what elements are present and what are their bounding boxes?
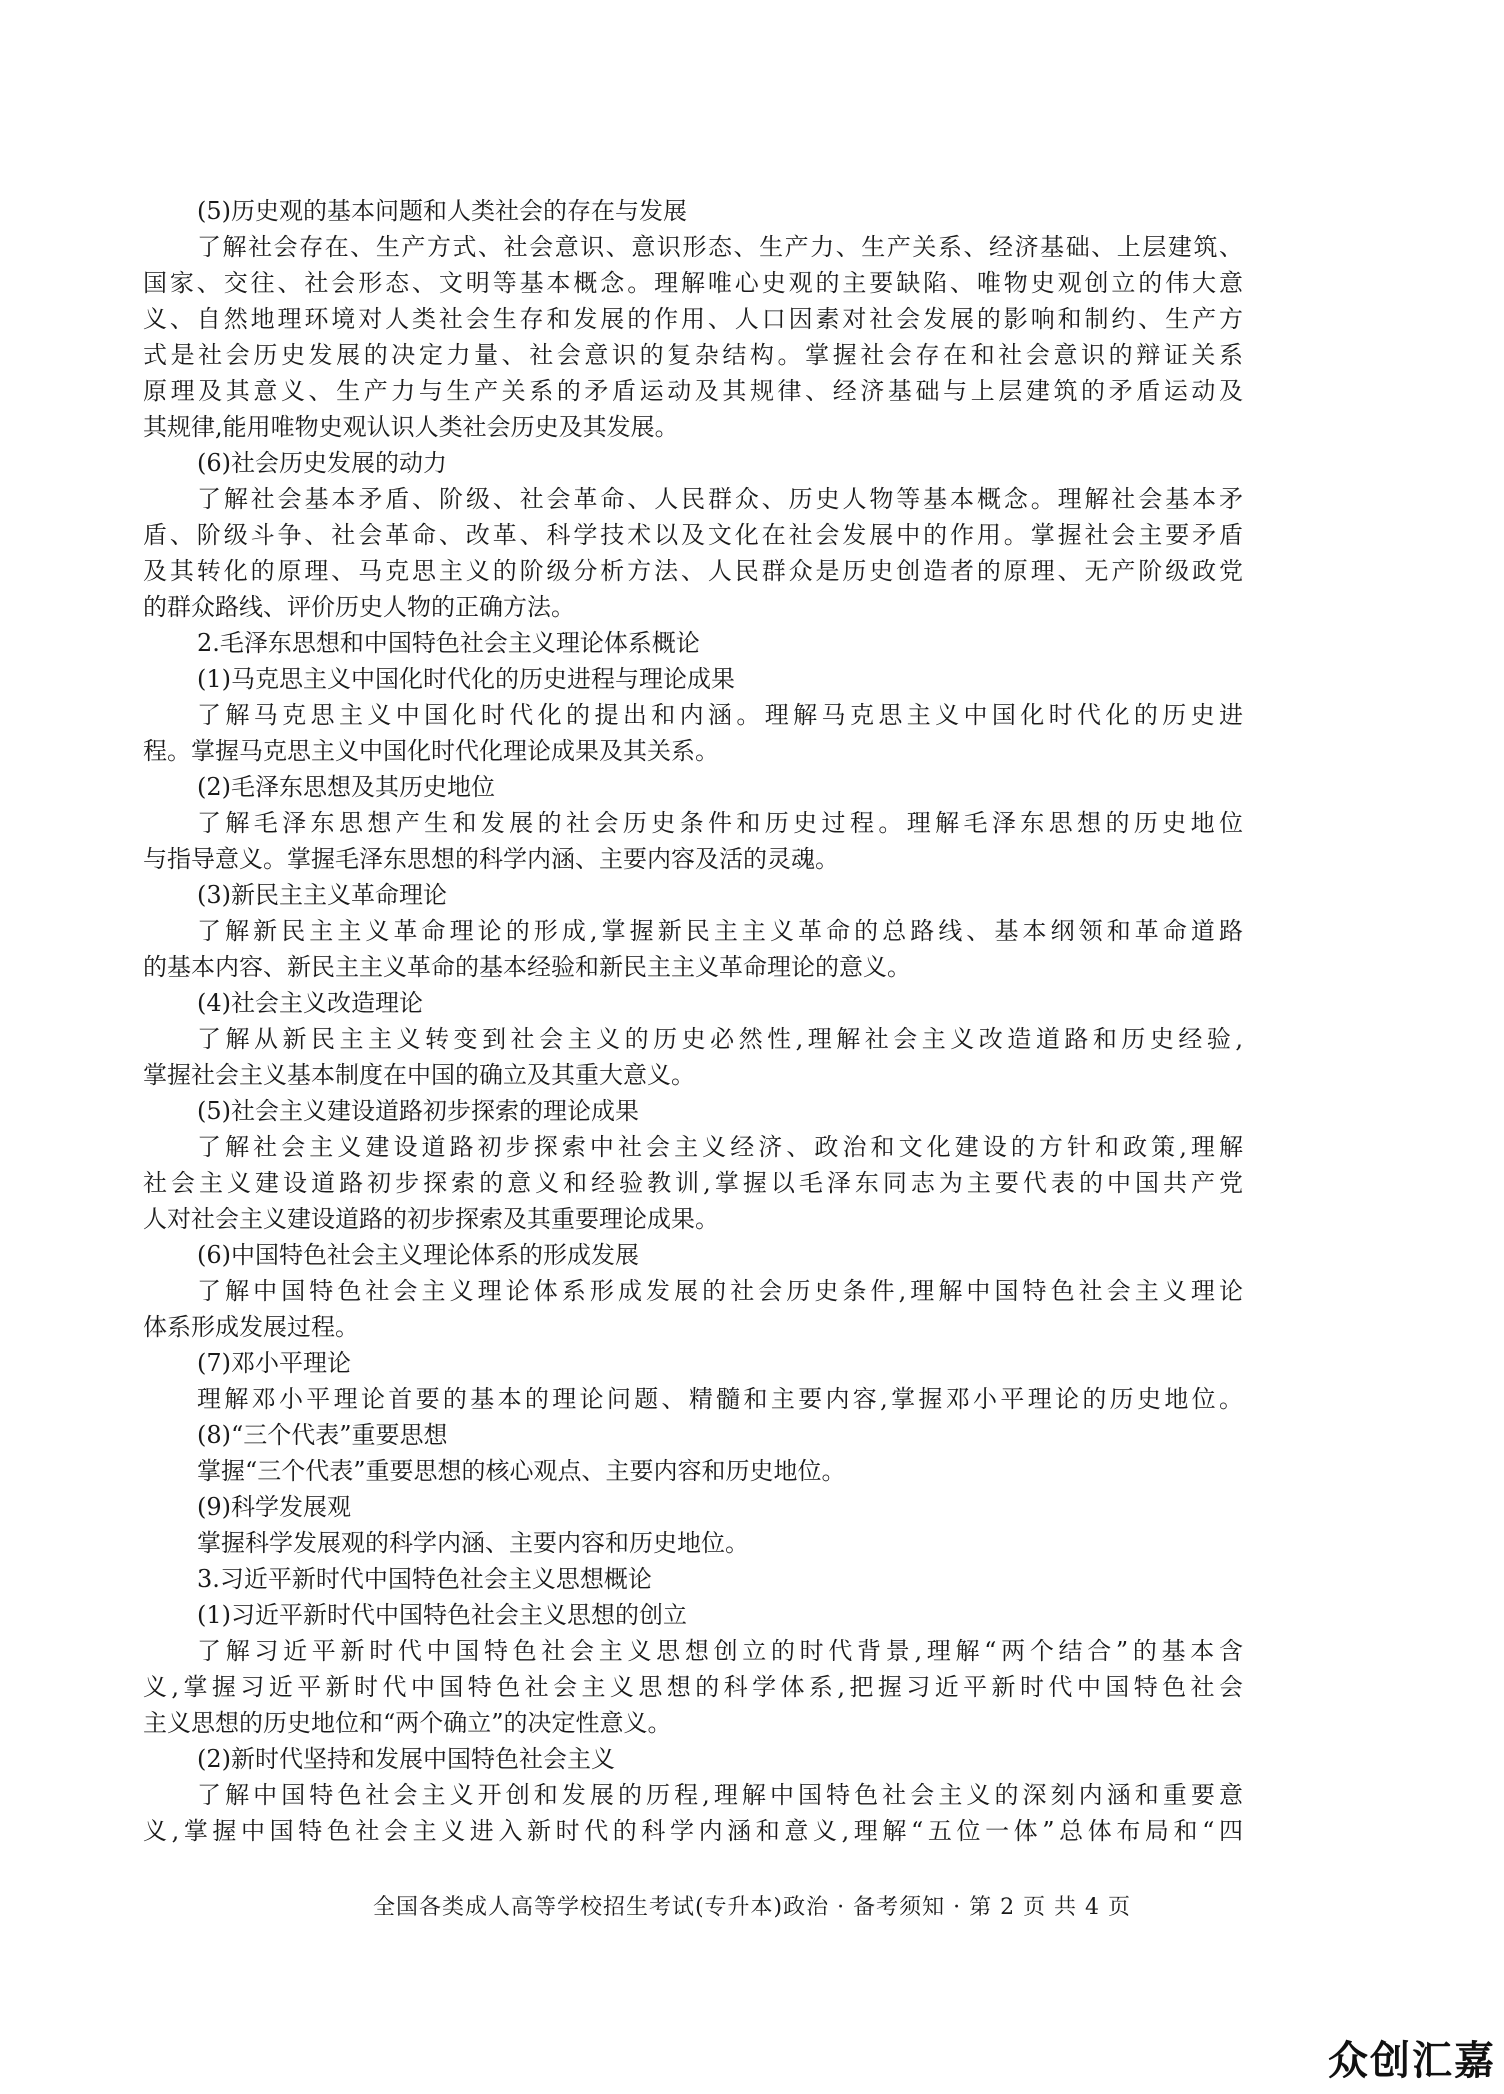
paragraph-line: 了解中国特色社会主义理论体系形成发展的社会历史条件,理解中国特色社会主义理论 xyxy=(197,1277,1243,1305)
paragraph-line: 国家、交往、社会形态、文明等基本概念。理解唯心史观的主要缺陷、唯物史观创立的伟大意 xyxy=(143,269,1243,297)
section-heading: (3)新民主主义革命理论 xyxy=(197,881,447,909)
paragraph-line: 了解马克思主义中国化时代化的提出和内涵。理解马克思主义中国化时代化的历史进 xyxy=(197,701,1243,729)
page-footer: 全国各类成人高等学校招生考试(专升本)政治 · 备考须知 · 第 2 页 共 4 页 xyxy=(372,1895,1132,1920)
paragraph-line: 及其转化的原理、马克思主义的阶级分析方法、人民群众是历史创造者的原理、无产阶级政党 xyxy=(143,557,1243,585)
section-heading: 2.毛泽东思想和中国特色社会主义理论体系概论 xyxy=(197,629,700,657)
paragraph-line: 盾、阶级斗争、社会革命、改革、科学技术以及文化在社会发展中的作用。掌握社会主要矛盾 xyxy=(143,521,1243,549)
section-heading: (1)习近平新时代中国特色社会主义思想的创立 xyxy=(197,1601,687,1629)
paragraph-line: 了解从新民主主义转变到社会主义的历史必然性,理解社会主义改造道路和历史经验, xyxy=(197,1025,1243,1053)
paragraph-line: 了解社会基本矛盾、阶级、社会革命、人民群众、历史人物等基本概念。理解社会基本矛 xyxy=(197,485,1243,513)
paragraph-line: 义、自然地理环境对人类社会生存和发展的作用、人口因素对社会发展的影响和制约、生产方 xyxy=(143,305,1243,333)
section-heading: (6)中国特色社会主义理论体系的形成发展 xyxy=(197,1241,639,1269)
paragraph-line: 了解中国特色社会主义开创和发展的历程,理解中国特色社会主义的深刻内涵和重要意 xyxy=(197,1781,1243,1809)
paragraph-line: 义,掌握中国特色社会主义进入新时代的科学内涵和意义,理解“五位一体”总体布局和“四 xyxy=(143,1817,1243,1845)
paragraph-line: 社会主义建设道路初步探索的意义和经验教训,掌握以毛泽东同志为主要代表的中国共产党 xyxy=(143,1169,1243,1197)
section-heading: (2)毛泽东思想及其历史地位 xyxy=(197,773,495,801)
paragraph-line: 了解社会存在、生产方式、社会意识、意识形态、生产力、生产关系、经济基础、上层建筑、 xyxy=(197,233,1243,261)
section-heading: 3.习近平新时代中国特色社会主义思想概论 xyxy=(197,1565,652,1593)
paragraph-line: 人对社会主义建设道路的初步探索及其重要理论成果。 xyxy=(143,1205,719,1233)
section-heading: (9)科学发展观 xyxy=(197,1493,351,1521)
paragraph-line: 了解新民主主义革命理论的形成,掌握新民主主义革命的总路线、基本纲领和革命道路 xyxy=(197,917,1243,945)
section-heading: (1)马克思主义中国化时代化的历史进程与理论成果 xyxy=(197,665,735,693)
paragraph-line: 掌握社会主义基本制度在中国的确立及其重大意义。 xyxy=(143,1061,695,1089)
paragraph-line: 的群众路线、评价历史人物的正确方法。 xyxy=(143,593,575,621)
section-heading: (4)社会主义改造理论 xyxy=(197,989,423,1017)
paragraph-line: 主义思想的历史地位和“两个确立”的决定性意义。 xyxy=(143,1709,672,1737)
paragraph-line: 与指导意义。掌握毛泽东思想的科学内涵、主要内容及活的灵魂。 xyxy=(143,845,839,873)
paragraph-line: 式是社会历史发展的决定力量、社会意识的复杂结构。掌握社会存在和社会意识的辩证关系 xyxy=(143,341,1243,369)
section-heading: (8)“三个代表”重要思想 xyxy=(197,1421,448,1449)
watermark-logo: 众创汇嘉 xyxy=(1328,2038,1496,2084)
paragraph-line: 体系形成发展过程。 xyxy=(143,1313,359,1341)
paragraph-line: 了解习近平新时代中国特色社会主义思想创立的时代背景,理解“两个结合”的基本含 xyxy=(197,1637,1243,1665)
paragraph-line: 理解邓小平理论首要的基本的理论问题、精髓和主要内容,掌握邓小平理论的历史地位。 xyxy=(197,1385,1243,1413)
section-heading: (5)历史观的基本问题和人类社会的存在与发展 xyxy=(197,197,687,225)
section-heading: (6)社会历史发展的动力 xyxy=(197,449,447,477)
paragraph-line: 了解毛泽东思想产生和发展的社会历史条件和历史过程。理解毛泽东思想的历史地位 xyxy=(197,809,1243,837)
section-heading: (5)社会主义建设道路初步探索的理论成果 xyxy=(197,1097,639,1125)
paragraph-line: 其规律,能用唯物史观认识人类社会历史及其发展。 xyxy=(143,413,679,441)
paragraph-line: 了解社会主义建设道路初步探索中社会主义经济、政治和文化建设的方针和政策,理解 xyxy=(197,1133,1243,1161)
section-heading: (2)新时代坚持和发展中国特色社会主义 xyxy=(197,1745,615,1773)
paragraph-line: 的基本内容、新民主主义革命的基本经验和新民主主义革命理论的意义。 xyxy=(143,953,911,981)
paragraph-line: 义,掌握习近平新时代中国特色社会主义思想的科学体系,把握习近平新时代中国特色社会 xyxy=(143,1673,1243,1701)
section-heading: (7)邓小平理论 xyxy=(197,1349,351,1377)
paragraph-line: 程。掌握马克思主义中国化时代化理论成果及其关系。 xyxy=(143,737,719,765)
section-heading: 掌握科学发展观的科学内涵、主要内容和历史地位。 xyxy=(197,1529,749,1557)
paragraph-line: 原理及其意义、生产力与生产关系的矛盾运动及其规律、经济基础与上层建筑的矛盾运动及 xyxy=(143,377,1243,405)
section-heading: 掌握“三个代表”重要思想的核心观点、主要内容和历史地位。 xyxy=(197,1457,846,1485)
document-body xyxy=(143,193,1243,1849)
